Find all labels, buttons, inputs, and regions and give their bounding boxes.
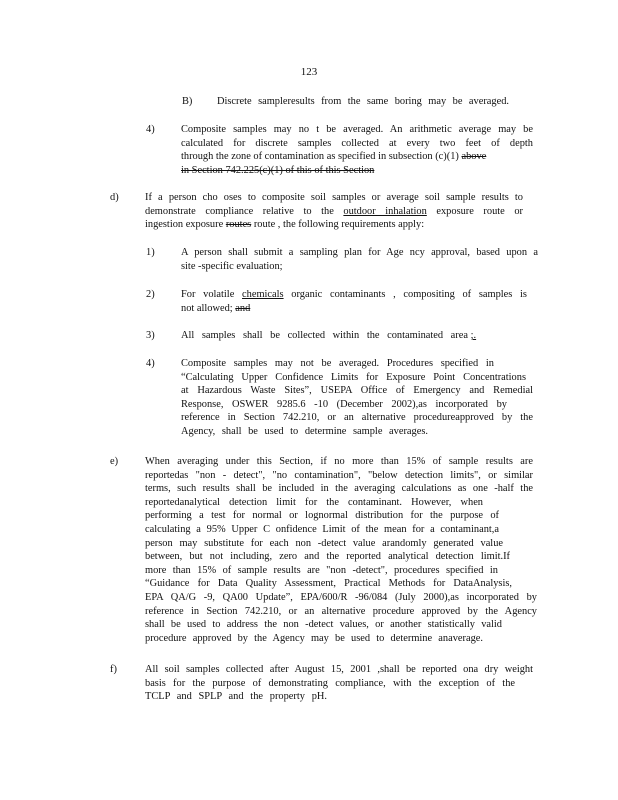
item-4-top-line	[181, 150, 533, 164]
section-d-item-2-line	[181, 288, 527, 302]
item-4-top-line	[181, 164, 533, 178]
section-d-item-4-marker: 4)	[146, 358, 155, 369]
section-d-item-3-text: All samples shall be collected within the contaminated area	[181, 330, 468, 341]
section-e-line: terms, such results shall be included in the averaging calculations as one -half the	[145, 483, 533, 495]
section-f-paragraph	[145, 663, 537, 704]
section-d-item-4-line: Composite samples may not be averaged. Procedures specified in	[181, 358, 494, 369]
section-e-line: “Guidance for Data Quality Assessment, Practical Methods for DataAnalysis,	[145, 578, 512, 590]
section-e-line: reportedanalytical detection limit for the contaminant. However, when	[145, 496, 483, 508]
section-d-item-2-marker: 2)	[146, 289, 155, 300]
section-e-line: performing a test for normal or lognormal distribution for the purpose of	[145, 510, 499, 522]
section-d-line2-post: exposure route or	[436, 205, 523, 217]
section-d-line	[145, 218, 523, 232]
section-d-line3-deleted: routes	[225, 219, 252, 231]
section-d-item-4-line: at Hazardous Waste Sites”, USEPA Office of Emergency and Remedial	[181, 385, 533, 397]
section-d-item-4-line: Agency, shall be used to determine sample averages.	[181, 425, 428, 437]
section-d-item-3	[181, 329, 511, 343]
section-d-item-3-marker: 3)	[146, 330, 155, 341]
section-d-item-3-line	[181, 329, 511, 343]
section-d-item-4-line: reference in Section 742.210, or an alternative procedureapproved by the	[181, 412, 533, 424]
section-e-line: shall be used to address the non -detect values, or another statistically valid	[145, 619, 502, 631]
section-e-marker: e)	[110, 456, 119, 467]
item-4-top-line3-deleted: above	[461, 151, 487, 163]
section-e-line: more than 15% of sample results are "non -detect", procedures specified in	[145, 564, 498, 576]
section-d-item-2-deleted: and	[235, 302, 251, 314]
section-d-item-4-line: “Calculating Upper Confidence Limits for Exposure Point Concentrations	[181, 371, 526, 383]
item-4-top-line: calculated for discrete samples collected at every two feet of depth	[181, 137, 533, 149]
section-f-line: All soil samples collected after August 15, 2001 ,shall be reported ona dry weight	[145, 664, 533, 675]
item-b-marker: B)	[182, 96, 193, 107]
item-b-line: Discrete sampleresults from the same boring may be averaged.	[217, 96, 509, 107]
item-4-top-paragraph	[181, 123, 533, 177]
section-d-line: If a person cho oses to composite soil samples or average soil sample results to	[145, 192, 523, 203]
section-d-item-2-line1-pre: For volatile	[181, 289, 235, 300]
item-4-top-line4-deleted: in Section 742.225(c)(1) of this of this Section	[181, 164, 375, 176]
section-e-line: person may substitute for each non -detect value arandomly generated value	[145, 537, 503, 549]
section-e-line: EPA QA/G -9, QA00 Update”, EPA/600/R -96/084 (July 2000),as incorporated by	[145, 591, 537, 603]
section-d-line2-pre: demonstrate compliance relative to the	[145, 205, 334, 217]
section-d-item-2-line	[181, 302, 527, 316]
item-b-text	[217, 95, 509, 109]
section-d-item-1-marker: 1)	[146, 247, 155, 258]
section-d-paragraph	[145, 191, 523, 232]
section-e-line: procedure approved by the Agency may be used to determine anaverage.	[145, 632, 483, 644]
item-4-top-marker: 4)	[146, 124, 155, 135]
section-d-item-4	[181, 357, 533, 439]
section-f-line: TCLP and SPLP and the property pH.	[145, 691, 327, 703]
section-d-item-2-inserted: chemicals	[242, 289, 284, 300]
section-d-line3-post: route , the following requirements apply:	[253, 219, 425, 231]
section-f-marker: f)	[110, 664, 117, 675]
section-d-item-1-line: site -specific evaluation;	[181, 260, 283, 272]
section-d-item-2	[181, 288, 527, 315]
section-d-item-1	[181, 246, 538, 273]
section-d-line	[145, 205, 523, 219]
item-4-top-line3-text: through the zone of contamination as specified in subsection (c)(1)	[181, 151, 459, 163]
section-d-line3-pre: ingestion exposure	[145, 219, 224, 231]
section-e-line: When averaging under this Section, if no more than 15% of sample results are	[145, 456, 533, 467]
section-d-item-1-line: A person shall submit a sampling plan for Age ncy approval, based upon a	[181, 247, 538, 258]
section-d-marker: d)	[110, 192, 119, 203]
section-d-item-3-end: ;.	[470, 330, 477, 341]
section-d-line2-inserted: outdoor inhalation	[343, 205, 427, 217]
section-e-line: reportedas "non - detect", "no contamination", "below detection limits", or similar	[145, 469, 533, 481]
section-e-paragraph	[145, 455, 537, 645]
item-4-top-line: Composite samples may no t be averaged. An arithmetic average may be	[181, 124, 533, 135]
section-d-item-2-line2-pre: not allowed;	[181, 302, 233, 314]
section-d-item-2-line1-post: organic contaminants , compositing of samples is	[291, 289, 527, 300]
page-number: 123	[300, 66, 318, 78]
section-d-item-4-line: Response, OSWER 9285.6 -10 (December 2002),as incorporated by	[181, 398, 507, 410]
section-e-line: between, but not including, zero and the reported analytical detection limit.If	[145, 551, 510, 563]
section-e-line: calculating a 95% Upper C onfidence Limit of the mean for a contaminant,a	[145, 523, 499, 535]
section-e-line: reference in Section 742.210, or an alternative procedure approved by the Agency	[145, 605, 537, 617]
section-f-line: basis for the purpose of demonstrating compliance, with the exception of the	[145, 677, 515, 689]
